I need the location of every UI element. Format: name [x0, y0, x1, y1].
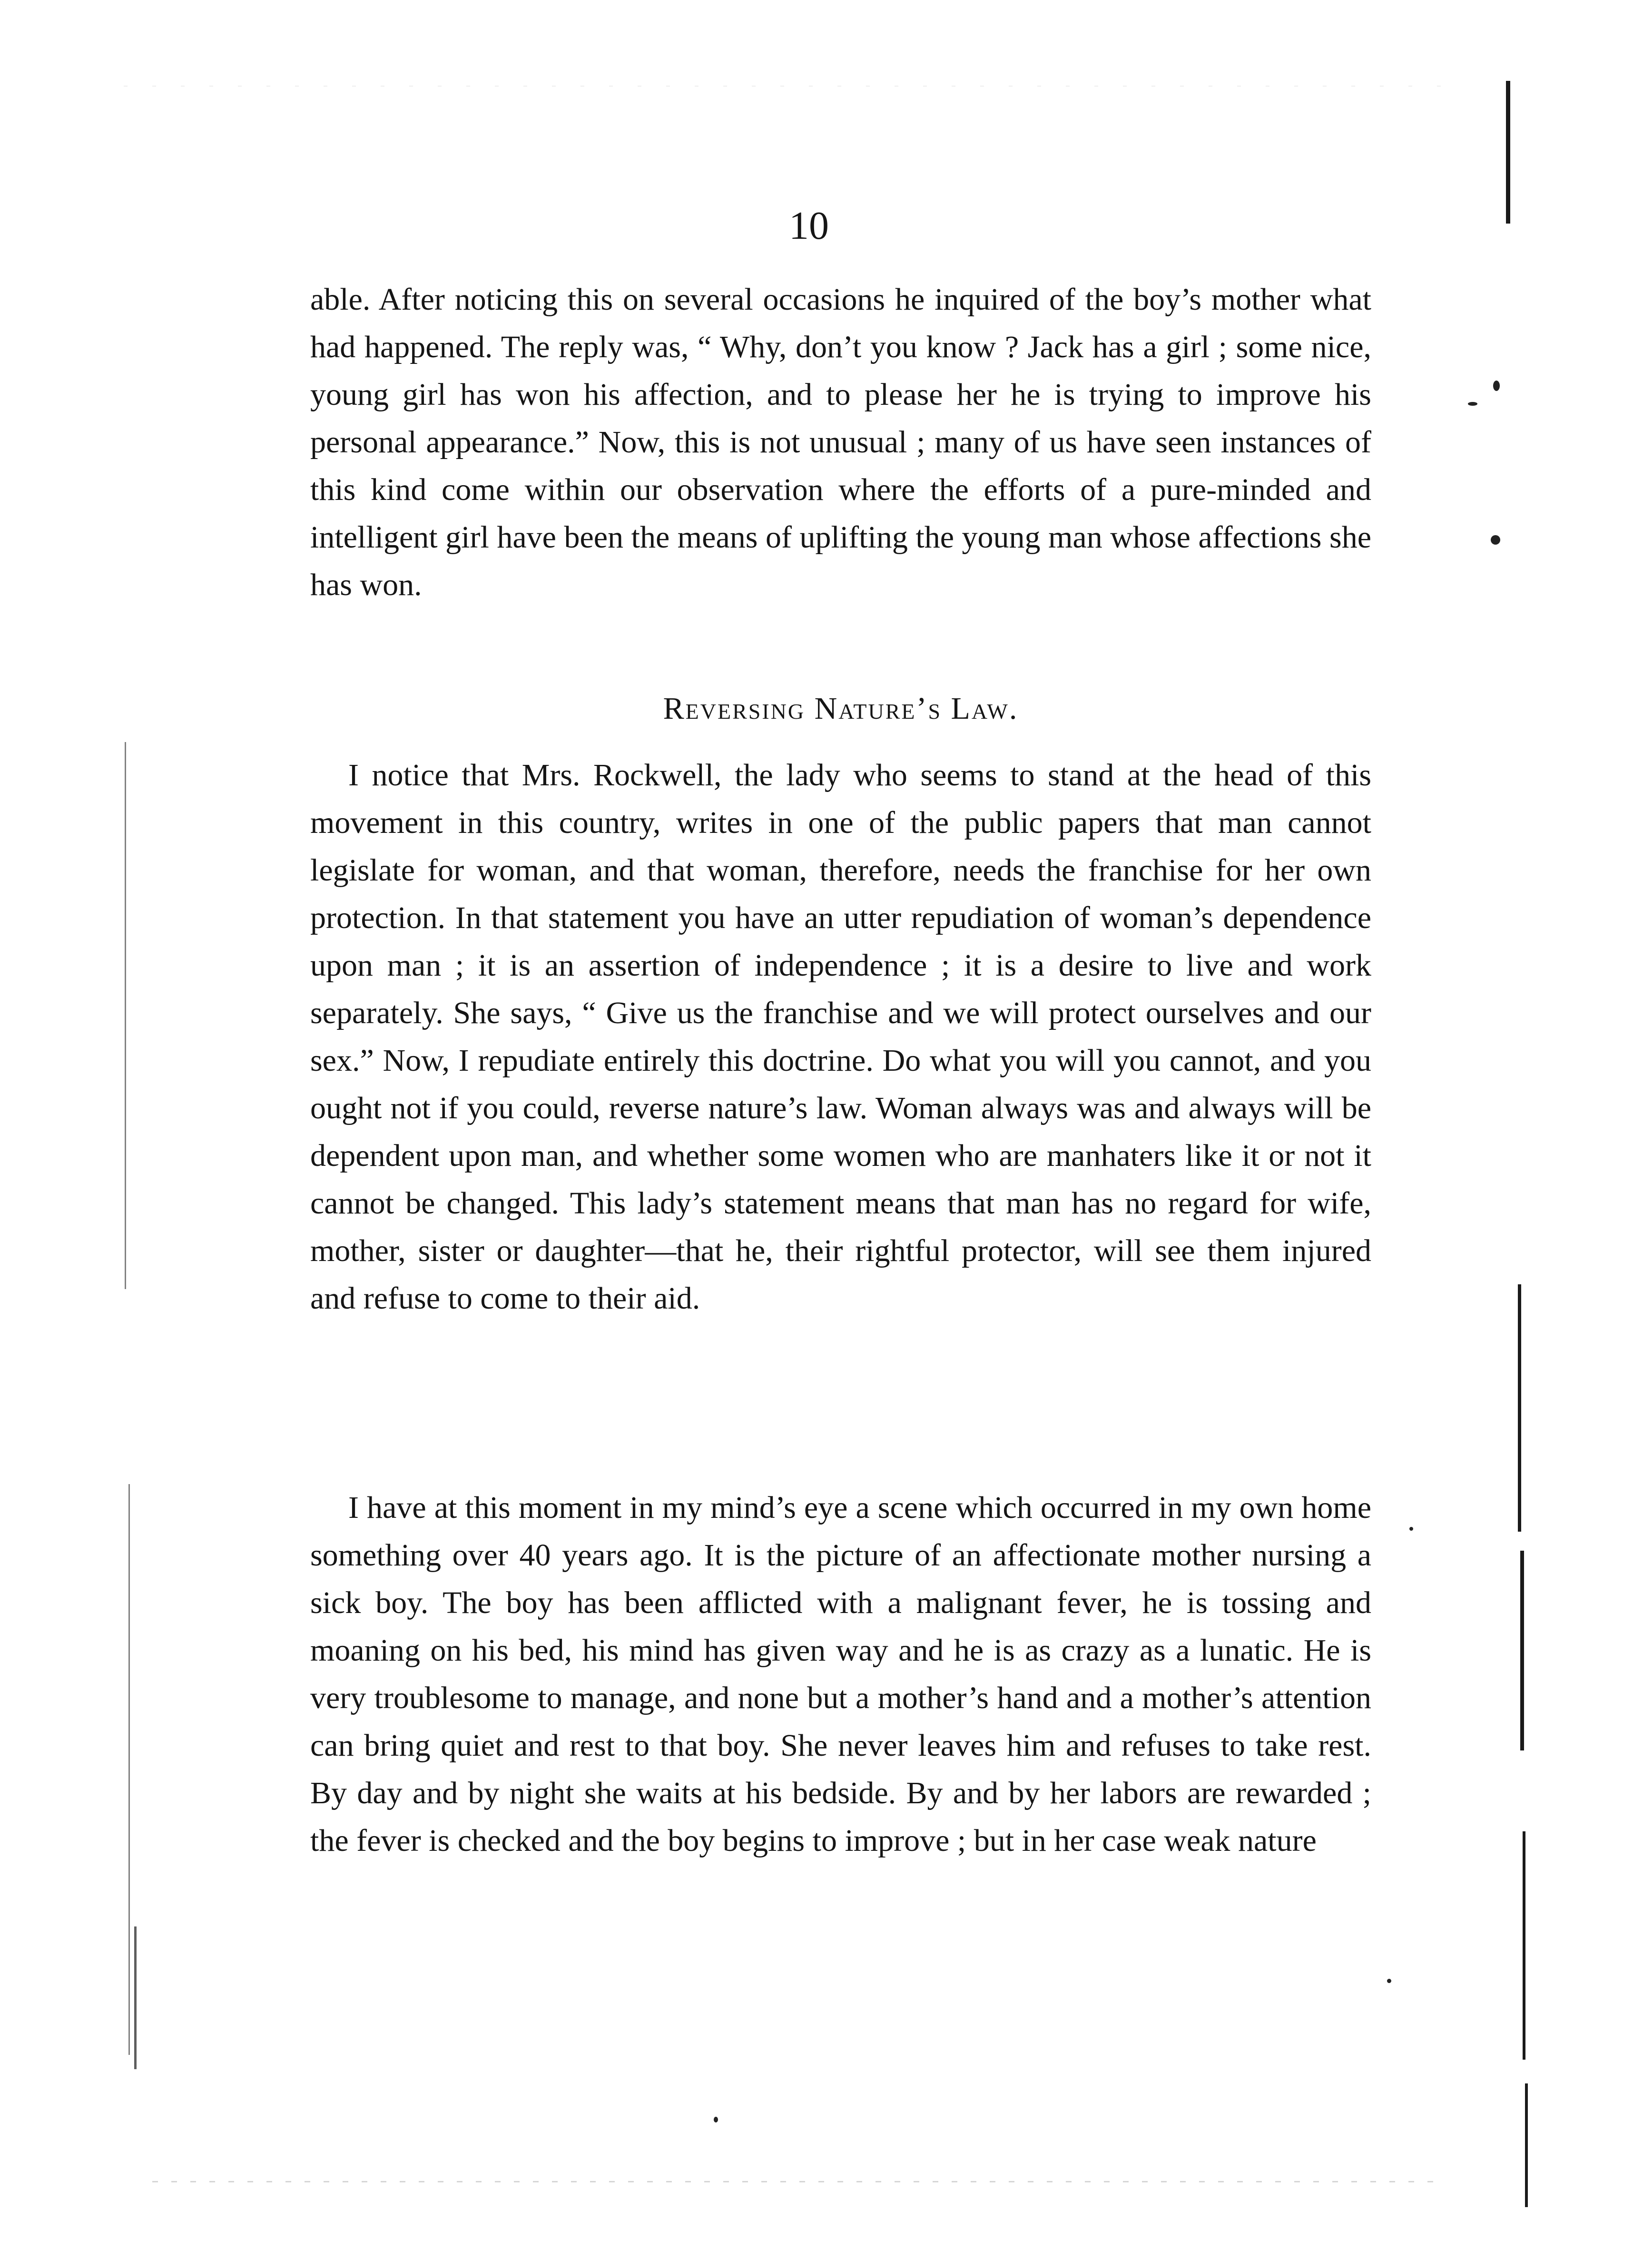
scan-artifact-bottom: [152, 2181, 1437, 2182]
scan-mark: [1518, 1284, 1521, 1532]
scan-mark: [1520, 1551, 1524, 1750]
scan-speck: [1491, 535, 1500, 545]
paragraph-continuation: [310, 276, 1371, 609]
paragraph: [310, 1484, 1371, 1865]
section-heading: Reversing Nature’s Law.: [663, 691, 1019, 726]
scan-speck: [1493, 381, 1500, 391]
scan-speck: [714, 2117, 718, 2122]
scan-speck: [1387, 1979, 1391, 1983]
scan-mark: [1506, 81, 1510, 224]
scan-speck: [1409, 1527, 1413, 1531]
scan-speck: [1468, 402, 1477, 406]
scan-mark: [134, 1926, 137, 2069]
paragraph-text: I have at this moment in my mind’s eye a scene which occurred in my own home something over 40 years ago. It is the picture of an affectionate mother nursing a sick boy. The boy has been afflicted with a malignant fever, he is tossing and moaning on his bed, his mind has given way and he is as crazy as a lunatic. He is very troublesome to manage, and none but a mother’s hand and a mother’s attention can bring quiet and rest to that boy. She never leaves him and refuses to take rest. By day and by night she waits at his bedside. By and by her labors are rewarded ; the fever is checked and the boy begins to improve ; but in her case weak nature: [310, 1490, 1371, 1858]
scan-mark: [128, 1484, 130, 2055]
paragraph-text: able. After noticing this on several occasions he inquired of the boy’s mother what had happened. The reply was, “ Why, don’t you know ? Jack has a girl ; some nice, young girl has won his affection, and to please her he is trying to improve his personal appearance.” Now, this is not unusual ; many of us have seen instances of this kind come within our observation where the efforts of a pure-minded and intelligent girl have been the means of uplifting the young man whose affections she has won.: [310, 282, 1371, 602]
scan-mark: [1525, 2083, 1528, 2207]
scan-mark: [125, 742, 126, 1289]
scan-mark: [1523, 1831, 1525, 2060]
paragraph: [310, 752, 1371, 1322]
scan-artifact-top: [124, 86, 1456, 87]
page-number: 10: [789, 204, 829, 248]
paragraph-text: I notice that Mrs. Rockwell, the lady who seems to stand at the head of this movement in this country, writes in one of the public papers that man cannot legislate for woman, and that woman, therefore, needs the franchise for her own protection. In that statement you have an utter repudiation of woman’s dependence upon man ; it is an assertion of independence ; it is a desire to live and work separately. She says, “ Give us the franchise and we will protect ourselves and our sex.” Now, I repudiate entirely this doctrine. Do what you will you cannot, and you ought not if you could, reverse nature’s law. Woman always was and always will be dependent upon man, and whether some women who are manhaters like it or not it cannot be changed. This lady’s statement means that man has no regard for wife, mother, sister or daughter—that he, their rightful protector, will see them injured and refuse to come to their aid.: [310, 758, 1371, 1316]
